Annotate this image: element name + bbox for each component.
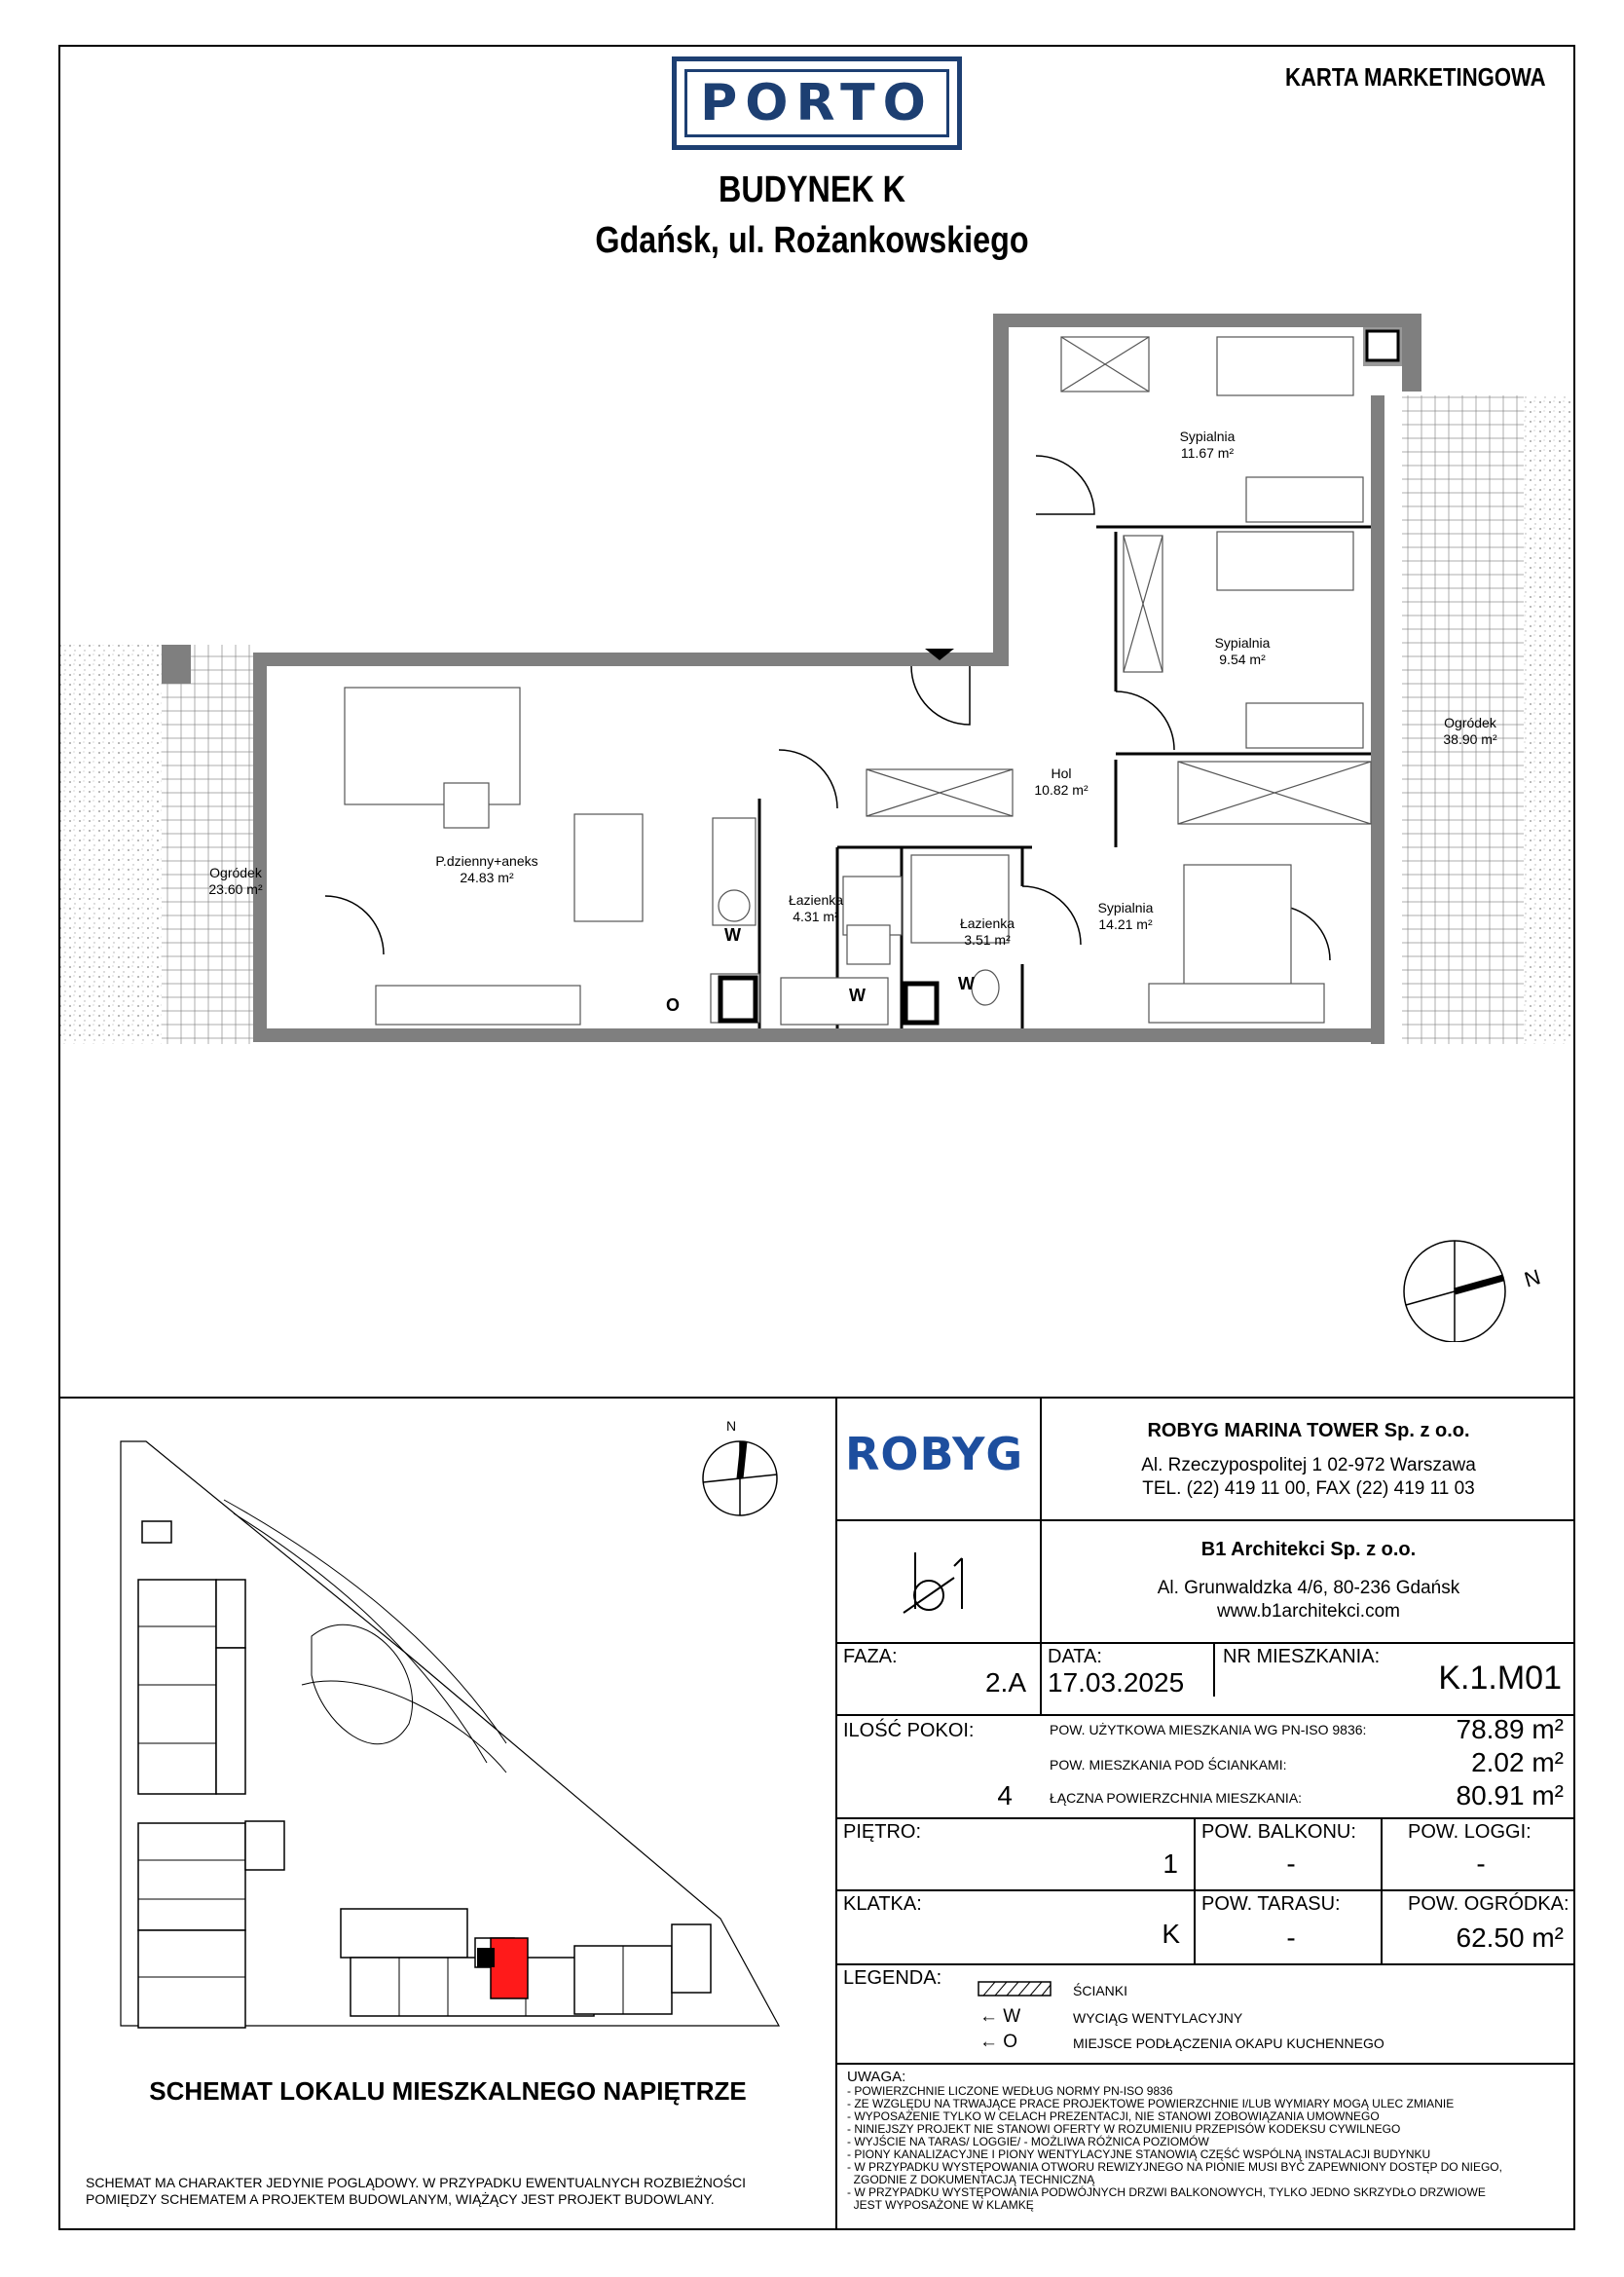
room-bathroom-1: Łazienka 4.31 m² <box>788 892 844 924</box>
data-value: 17.03.2025 <box>1048 1667 1185 1698</box>
marketing-card-label: KARTA MARKETINGOWA <box>1285 62 1546 92</box>
site-disclaimer: SCHEMAT MA CHARAKTER JEDYNIE POGLĄDOWY. W PRZYPADKU EWENTUALNYCH ROZBIEŻNOŚCI POMIĘDZY SCHEMATEM A PROJEKTEM BUDOWLANYM, WIĄŻĄCY JEST PROJEKT BUDOWLANY. <box>86 2175 747 2207</box>
note-line: - NINIEJSZY PROJEKT NIE STANOWI OFERTY W ROZUMIENIU PRZEPISÓW KODEKSU CYWILNEGO <box>847 2122 1401 2136</box>
vent-label-3: W <box>958 974 975 993</box>
note-line: - POWIERZCHNIE LICZONE WEDŁUG NORMY PN-ISO 9836 <box>847 2084 1173 2098</box>
taras-value: - <box>1286 1922 1296 1953</box>
pokoje-value: 4 <box>997 1780 1013 1810</box>
legend-hood-symbol: ← O <box>979 2032 1018 2052</box>
ogrodek-value: 62.50 m² <box>1456 1922 1564 1953</box>
porto-logo-text: PORTO <box>684 69 949 137</box>
row-line-6 <box>835 1963 1575 1965</box>
room-hall: Hol 10.82 m² <box>1034 765 1089 798</box>
legend-hood-text: MIEJSCE PODŁĄCZENIA OKAPU KUCHENNEGO <box>1073 2035 1384 2051</box>
pietro-label: PIĘTRO: <box>843 1821 922 1843</box>
hood-label: O <box>666 995 681 1015</box>
site-north-label: N <box>726 1418 737 1434</box>
building-title: BUDYNEK K <box>718 169 906 210</box>
legend-walls-text: ŚCIANKI <box>1073 1983 1128 1998</box>
address-title: Gdańsk, ul. Rożankowskiego <box>595 220 1029 261</box>
room-bedroom-1: Sypialnia 11.67 m² <box>1179 429 1236 461</box>
legend-vent-text: WYCIĄG WENTYLACYJNY <box>1073 2010 1243 2026</box>
note-line: - WYJŚCIE NA TARAS/ LOGGIE/ - MOŻLIWA RÓŻNICA POZIOMÓW <box>847 2135 1209 2148</box>
table-col-divider-4 <box>1381 1817 1383 1965</box>
legend-vent-symbol: ← W <box>979 2006 1021 2027</box>
site-title: SCHEMAT LOKALU MIESZKALNEGO NAPIĘTRZE <box>149 2076 747 2106</box>
legend-title: LEGENDA: <box>843 1967 942 1989</box>
loggia-value: - <box>1476 1848 1486 1879</box>
garden-left-dots <box>60 645 162 1044</box>
balkon-label: POW. BALKONU: <box>1201 1821 1356 1843</box>
site-plan <box>117 1432 798 2035</box>
faza-value: 2.A <box>984 1667 1026 1698</box>
developer-address: Al. Rzeczypospolitej 1 02-972 Warszawa <box>1141 1455 1476 1475</box>
vent-label-2: W <box>849 986 866 1005</box>
room-bedroom-2: Sypialnia 9.54 m² <box>1214 635 1271 667</box>
b1-logo <box>896 1549 983 1617</box>
north-label: N <box>1521 1264 1543 1292</box>
data-label: DATA: <box>1048 1646 1102 1667</box>
garden-right-dots <box>1524 395 1572 1044</box>
pow-laczna-value: 80.91 m² <box>1456 1780 1564 1810</box>
notes <box>847 2071 1568 2212</box>
row-line-5 <box>835 1889 1575 1891</box>
taras-label: POW. TARASU: <box>1201 1893 1341 1915</box>
developer-name: ROBYG MARINA TOWER Sp. z o.o. <box>1147 1420 1470 1441</box>
garden-left: Ogródek 23.60 m² <box>208 865 263 897</box>
pow-laczna-label: ŁĄCZNA POWIERZCHNIA MIESZKANIA: <box>1050 1790 1303 1806</box>
note-line: - WYPOSAŻENIE TYLKO W CELACH PREZENTACJI, NIE STANOWI ZOBOWIĄZANIA UMOWNEGO <box>847 2109 1380 2123</box>
klatka-value: K <box>1162 1919 1180 1949</box>
room-living: P.dzienny+aneks 24.83 m² <box>435 853 538 885</box>
garden-left-tiles <box>162 645 255 1044</box>
row-line-4 <box>835 1817 1575 1819</box>
room-bedroom-3: Sypialnia 14.21 m² <box>1097 900 1154 932</box>
table-col-divider-3 <box>1194 1817 1196 1965</box>
apartment-highlight <box>491 1938 528 1998</box>
ogrodek-label: POW. OGRÓDKA: <box>1408 1893 1569 1915</box>
nr-label: NR MIESZKANIA: <box>1223 1646 1381 1667</box>
room-bathroom-2: Łazienka 3.51 m² <box>959 915 1015 948</box>
row-line-2 <box>835 1642 1575 1644</box>
section-divider <box>58 1397 1575 1399</box>
balkon-value: - <box>1286 1848 1296 1879</box>
note-line: - PIONY KANALIZACYJNE I PIONY WENTYLACYJNE STANOWIĄ CZĘŚĆ WSPÓLNĄ INSTALACJI BUDYNKU <box>847 2147 1431 2161</box>
note-line: - W PRZYPADKU WYSTĘPOWANIA OTWORU REWIZYJNEGO NA PIONIE MUSI BYĆ ZAPEWNIONY DOSTĘP DO NIEGO, <box>847 2160 1502 2174</box>
row-line-1 <box>835 1519 1575 1521</box>
architect-web: www.b1architekci.com <box>1217 1601 1400 1622</box>
note-line: ZGODNIE Z DOKUMENTACJĄ TECHNICZNĄ <box>847 2173 1095 2186</box>
garden-right: Ogródek 38.90 m² <box>1443 715 1497 747</box>
note-line: - W PRZYPADKU WYSTĘPOWANIA PODWÓJNYCH DRZWI BALKONOWYCH, TYLKO JEDNO SKRZYDŁO DRZWIOWE <box>847 2185 1486 2199</box>
pow-uzyt-value: 78.89 m² <box>1456 1714 1564 1744</box>
pow-uzyt-label: POW. UŻYTKOWA MIESZKANIA WG PN-ISO 9836: <box>1050 1722 1367 1737</box>
porto-logo <box>672 56 962 150</box>
nr-value: K.1.M01 <box>1438 1660 1562 1697</box>
table-left-border <box>835 1397 837 2230</box>
table-col-divider-5 <box>1040 1697 1042 1714</box>
developer-phone: TEL. (22) 419 11 00, FAX (22) 419 11 03 <box>1142 1478 1475 1499</box>
note-line: JEST WYPOSAŻONE W KLAMKĘ <box>847 2198 1034 2212</box>
legend-walls-swatch <box>978 1981 1052 1997</box>
site-north-compass <box>701 1432 789 1519</box>
table-col-divider-2 <box>1213 1642 1215 1697</box>
pow-scian-label: POW. MIESZKANIA POD ŚCIANKAMI: <box>1050 1757 1287 1773</box>
loggia-label: POW. LOGGI: <box>1408 1821 1532 1843</box>
klatka-label: KLATKA: <box>843 1893 922 1915</box>
vent-label-1: W <box>724 925 741 945</box>
pietro-value: 1 <box>1163 1848 1178 1879</box>
north-compass <box>1402 1235 1548 1342</box>
pow-scian-value: 2.02 m² <box>1471 1747 1564 1777</box>
row-line-7 <box>835 2063 1575 2065</box>
faza-label: FAZA: <box>843 1646 898 1667</box>
architect-address: Al. Grunwaldzka 4/6, 80-236 Gdańsk <box>1157 1578 1460 1598</box>
floor-plan <box>58 302 1575 1062</box>
architect-name: B1 Architekci Sp. z o.o. <box>1200 1539 1417 1560</box>
notes-title: UWAGA: <box>847 2069 906 2085</box>
pokoje-label: ILOŚĆ POKOI: <box>843 1720 975 1741</box>
note-line: - ZE WZGLĘDU NA TRWAJĄCE PRACE PROJEKTOWE POWIERZCHNIE I/LUB WYMIARY MOGĄ ULEC ZMIANIE <box>847 2097 1455 2110</box>
robyg-logo: ROBYG <box>845 1428 1024 1480</box>
